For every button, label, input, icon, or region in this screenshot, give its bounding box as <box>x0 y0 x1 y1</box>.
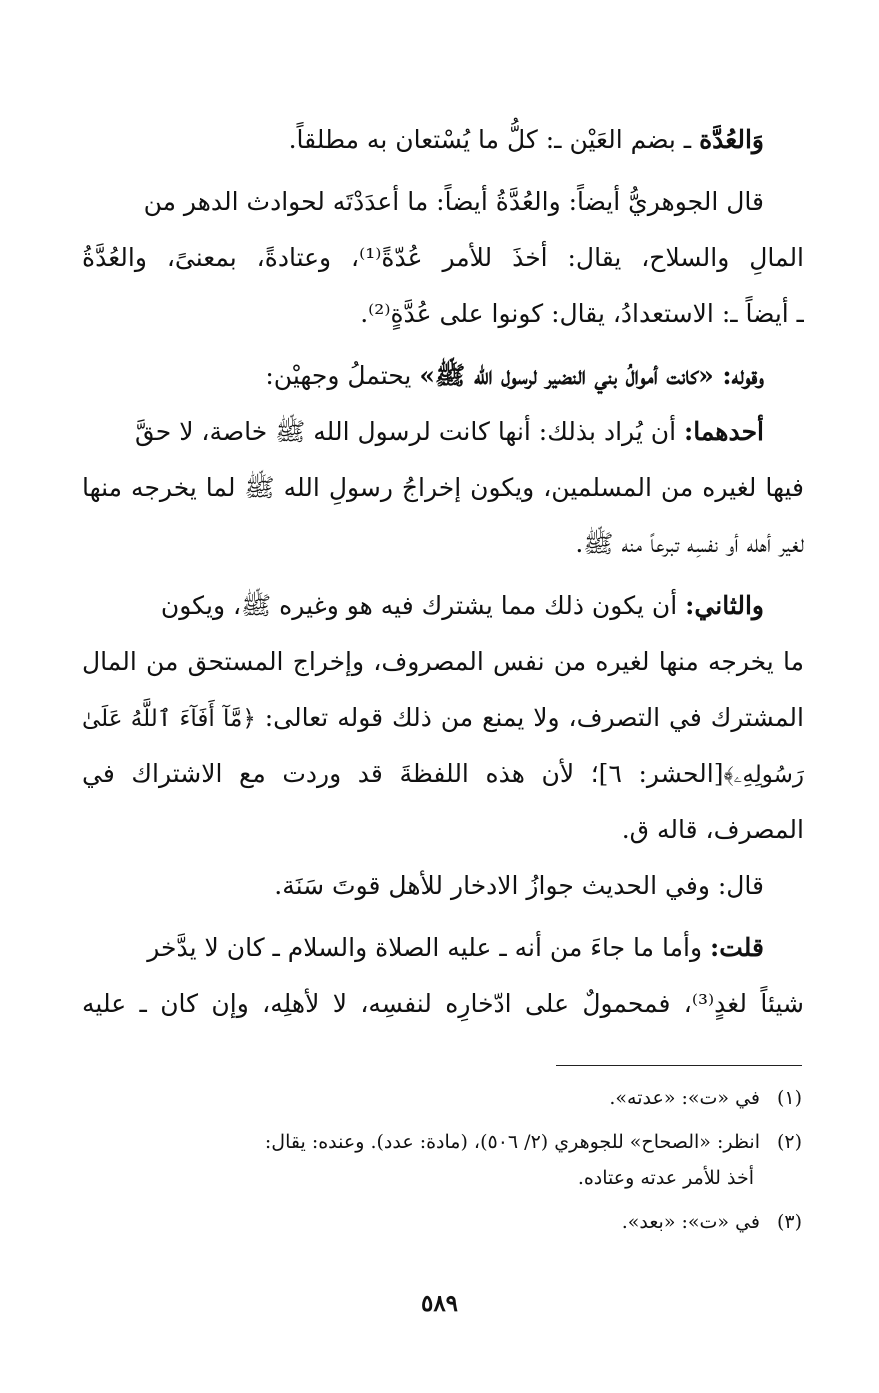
text-span: ـ بضم العَيْن ـ: كلُّ ما يُسْتعان به مطلقاً. <box>288 125 700 154</box>
text-span: أن يكون ذلك مما يشترك فيه هو وغيره ﷺ، ويكون <box>160 591 686 620</box>
text-line: ـ أيضاً ـ: الاستعدادُ، يقال: كونوا على عُدَّةٍ⁽²⁾. <box>360 299 804 328</box>
text-line <box>82 920 804 976</box>
text-span: وأما ما جاءَ من أنه ـ عليه الصلاة والسلام ـ كان لا يدَّخر <box>147 933 710 962</box>
text-line <box>82 112 804 168</box>
quran-verse: رَسُولِهِۦ﴾ <box>723 762 804 788</box>
hadith-quote: وقوله: «كانت أموالُ بني النضير لرسول الله ﷺ» <box>419 361 764 390</box>
text-line <box>82 404 804 460</box>
text-line <box>82 746 804 802</box>
text-line: ما يخرجه منها لغيره من نفس المصروف، وإخراج المستحق من المال <box>82 647 804 676</box>
author-note-label: قلت: <box>709 933 764 962</box>
footnote-text: انظر: «الصحاح» للجوهري (٢/ ٥٠٦)، (مادة: عدد). وعنده: يقال: <box>264 1131 760 1153</box>
text-span: أن يُراد بذلك: أنها كانت لرسول الله ﷺ خاصة، لا حقَّ <box>134 417 684 446</box>
text-span: المشترك في التصرف، ولا يمنع من ذلك قوله تعالى: <box>255 703 804 732</box>
footnote-number: (٢) <box>776 1131 802 1153</box>
text-span: يحتملُ وجهيْن: <box>265 361 420 390</box>
footnote-text: في «ت»: «بعد». <box>621 1211 760 1233</box>
text-line: قال الجوهريُّ أيضاً: والعُدَّةُ أيضاً: ما أعدَدْتَه لحوادث الدهر من <box>143 187 764 216</box>
text-span: [الحشر: ٦]؛ لأن هذه اللفظةَ قد وردت مع الاشتراك في <box>82 759 724 788</box>
footnote-number: (٣) <box>776 1211 802 1233</box>
first-view-label: أحدهما: <box>683 417 764 446</box>
text-line: شيئاً لغدٍ⁽³⁾، فمحمولٌ على ادّخارِه لنفسِه، لا لأهلِه، وإن كان ـ عليه <box>82 989 804 1018</box>
text-line: فيها لغيره من المسلمين، ويكون إخراجُ رسولِ الله ﷺ لما يخرجه منها <box>82 473 804 502</box>
text-line: قال: وفي الحديث جوازُ الادخار للأهل قوتَ سَنَة. <box>274 871 764 900</box>
main-text <box>82 112 804 1032</box>
page-number: ٥٨٩ <box>420 1290 459 1317</box>
footnote-3 <box>82 1204 802 1240</box>
footnote-2-continued: أخذ للأمر عدته وعتاده. <box>577 1167 754 1189</box>
text-line: المالِ والسلاح، يقال: أخذَ للأمر عُدّةً⁽¹⁾، وعتادةً، بمعنىً، والعُدَّةُ <box>82 243 804 272</box>
footnote-1 <box>82 1080 802 1116</box>
footnote-separator <box>556 1065 802 1066</box>
quran-verse: ﴿مَّآ أَفَآءَ ٱللَّهُ عَلَىٰ <box>82 706 256 732</box>
text-line <box>82 690 804 746</box>
footnote-2 <box>82 1124 802 1160</box>
footnote-number: (١) <box>776 1087 802 1109</box>
text-line <box>82 578 804 634</box>
footnote-text: في «ت»: «عدته». <box>609 1087 760 1109</box>
text-line: لغير أهله أو نفسِه تبرعاً منه ﷺ. <box>575 529 804 558</box>
footnotes <box>82 1080 802 1240</box>
text-line <box>82 348 804 404</box>
second-view-label: والثاني: <box>685 591 764 620</box>
term-heading: وَالعُدَّة <box>699 125 764 154</box>
text-line: المصرف، قاله ق. <box>621 815 804 844</box>
